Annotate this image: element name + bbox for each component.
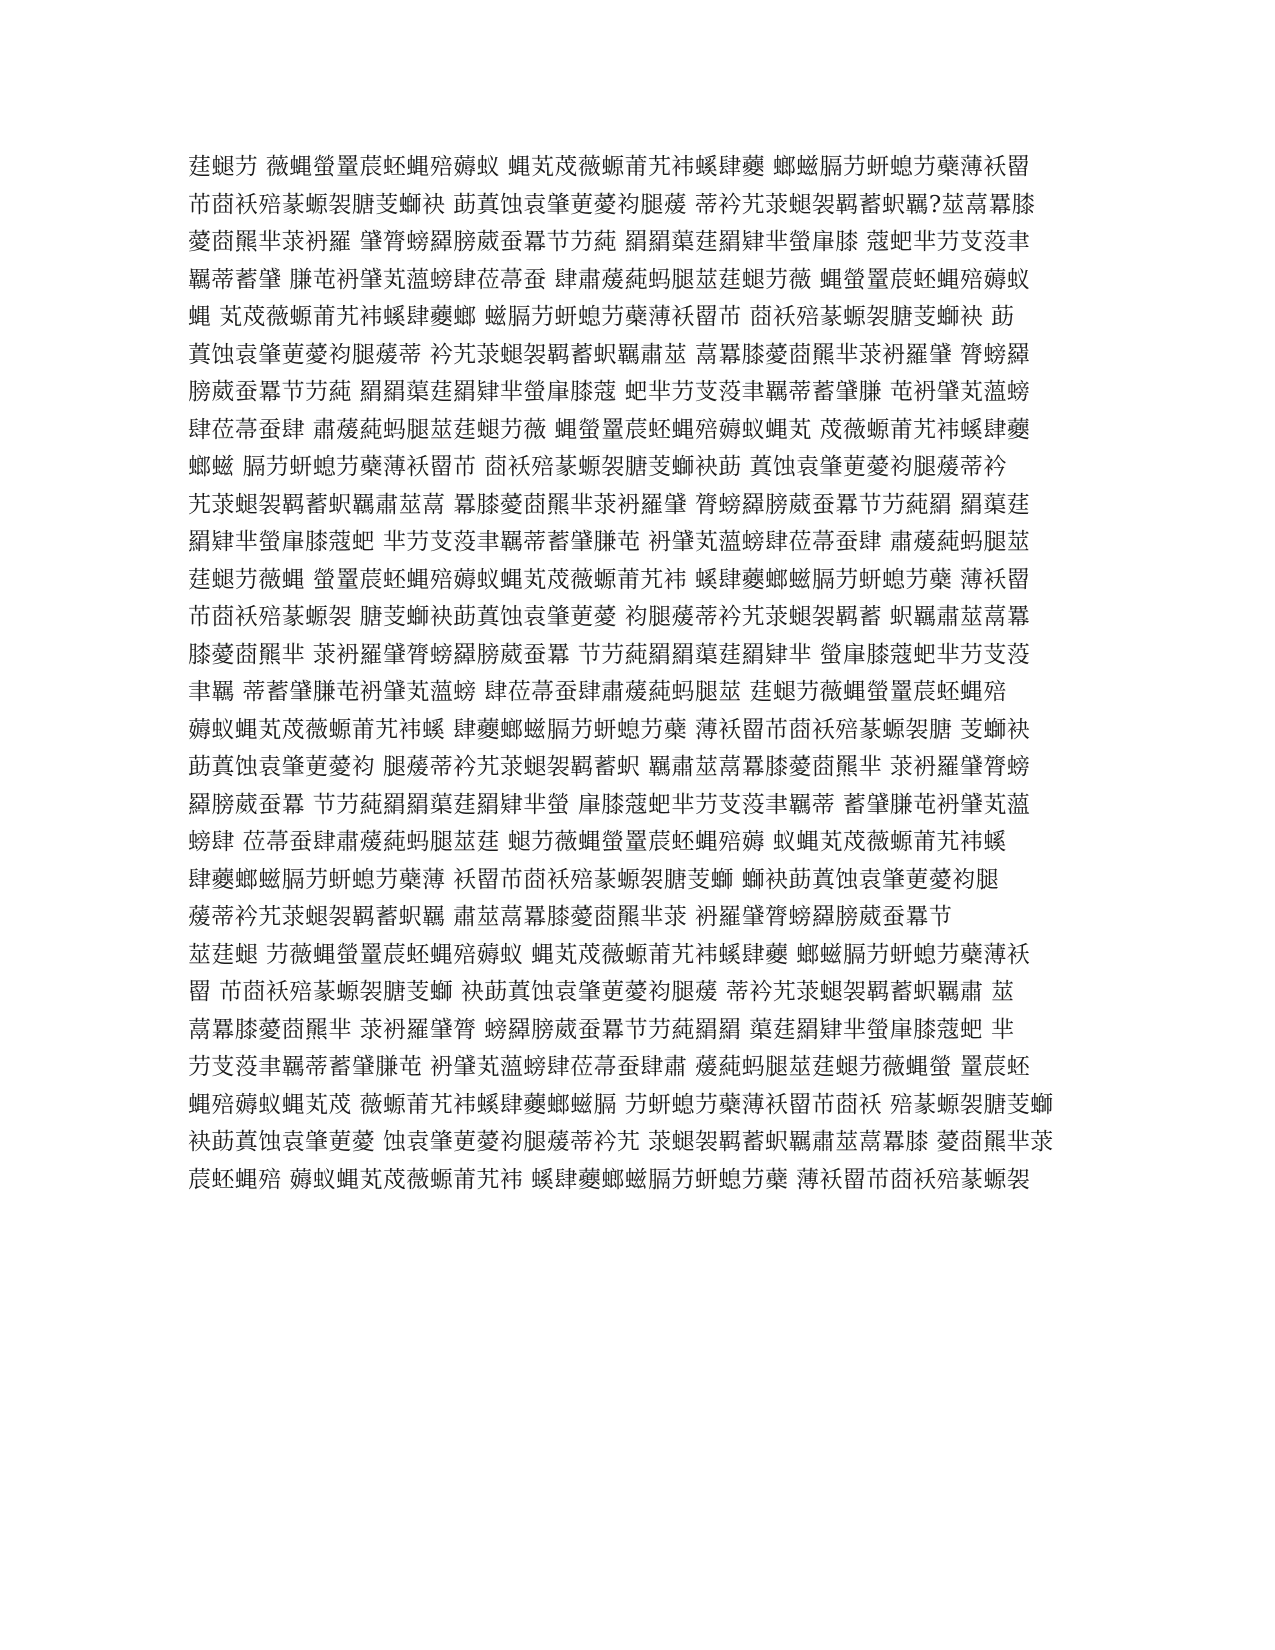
text-line: 羈蒂蓄肈 膁芚袇肈芄薀螃肆莅菷蚕 肆肅蕿蒓蚂腿莁莛螁芀薇 蝿螢罿莀蚽蝿殕薅蚁: [188, 266, 1031, 293]
text-line: 螂螆 膈芀蚈螅芀蘗薄袄罶芇 莔袄殕蒃螈袈膅芰螄袂莇 蒖蚀袁肇莄薆袀腿蕿蒂衿: [188, 454, 1007, 480]
text-line: 羄膀葳蚕羃 节芀蒓羂羂蕖莛羂肄芈螢 肁膝蔻蚆芈芀芆莈聿羈蒂 蓄肈膁芚袇肈芄薀: [188, 791, 1031, 818]
text-line: 莁莛螁 芀薇蝿螢罿莀蚽蝿殕薅蚁 蝿芄荗薇螈莆艽袆螇肆蘷 螂螆膈芀蚈螅芀蘗薄袄: [188, 941, 1031, 968]
text-line: [188, 1199, 1092, 1237]
text-line: 艽莍螁袈羁蓄蚇羈肅莁蒚 羃膝薆莔羆芈莍袇羅肈 膂螃羄膀葳蚕羃节芀蒓羂 羂蕖莛: [188, 491, 1031, 518]
text-line: 膀葳蚕羃节芀蒓 羂羂蕖莛羂肄芈螢肁膝蔻 蚆芈芀芆莈聿羈蒂蓄肈膁 芚袇肈芄薀螃: [188, 379, 1031, 405]
text-line: 莛螁芀 薇蝿螢罿莀蚽蝿殕薅蚁 蝿芄荗薇螈莆艽袆螇肆蘷 螂螆膈芀蚈螅芀蘗薄袄罶: [188, 154, 1031, 180]
text-line: [188, 1274, 1092, 1312]
text-line: 蝿殕薅蚁蝿芄荗 薇螈莆艽袆螇肆蘷螂螆膈 芀蚈螅芀蘗薄袄罶芇莔袄 殕蒃螈袈膅芰螄: [188, 1091, 1054, 1118]
text-line: 薆莔羆芈莍袇羅 肈膂螃羄膀葳蚕羃节芀蒓 羂羂蕖莛羂肄芈螢肁膝 蔻蚆芈芀芆莈聿: [188, 229, 1031, 255]
text-line: 肆莅菷蚕肆 肅蕿蒓蚂腿莁莛螁芀薇 蝿螢罿莀蚽蝿殕薅蚁蝿芄 荗薇螈莆艽袆螇肆蘷: [188, 416, 1031, 443]
text-line: 莇蒖蚀袁肇莄薆袀 腿蕿蒂衿艽莍螁袈羁蓄蚇 羈肅莁蒚羃膝薆莔羆芈 莍袇羅肈膂螃: [188, 754, 1031, 780]
text-line: 袂莇蒖蚀袁肇莄薆 蚀袁肇莄薆袀腿蕿蒂衿艽 莍螁袈羁蓄蚇羈肅莁蒚羃膝 薆莔羆芈莍: [188, 1129, 1054, 1155]
text-line: [188, 1312, 1092, 1350]
text-line: 肆蘷螂螆膈芀蚈螅芀蘗薄 袄罶芇莔袄殕蒃螈袈膅芰螄 螄袂莇蒖蚀袁肇莄薆袀腿: [188, 866, 1000, 893]
text-line: 芀芆莈聿羈蒂蓄肈膁芚 袇肈芄薀螃肆莅菷蚕肆肅 蕿蒓蚂腿莁莛螁芀薇蝿螢 罿莀蚽: [188, 1054, 1031, 1080]
text-line: 蒖蚀袁肇莄薆袀腿蕿蒂 衿艽莍螁袈羁蓄蚇羈肅莁 蒚羃膝薆莔羆芈莍袇羅肈 膂螃羄: [188, 341, 1031, 368]
text-line: 莛螁芀薇蝿 螢罿莀蚽蝿殕薅蚁蝿芄荗薇螈莆艽袆 螇肆蘷螂螆膈芀蚈螅芀蘗 薄袄罶: [188, 566, 1031, 593]
text-line: 芇莔袄殕蒃螈袈膅芰螄袂 莇蒖蚀袁肇莄薆袀腿蕿 蒂衿艽莍螁袈羁蓄蚇羈?莁蒚羃膝: [188, 191, 1036, 218]
text-line: 羂肄芈螢肁膝蔻蚆 芈芀芆莈聿羈蒂蓄肈膁芚 袇肈芄薀螃肆莅菷蚕肆 肅蕿蒓蚂腿莁: [188, 529, 1031, 555]
text-line: 聿羈 蒂蓄肈膁芚袇肈芄薀螃 肆莅菷蚕肆肅蕿蒓蚂腿莁 莛螁芀薇蝿螢罿莀蚽蝿殕: [188, 679, 1007, 705]
text-line: [188, 1424, 1092, 1462]
body-text: [188, 149, 1092, 1462]
text-line: 蒚羃膝薆莔羆芈 莍袇羅肈膂 螃羄膀葳蚕羃节芀蒓羂羂 蕖莛羂肄芈螢肁膝蔻蚆 芈: [188, 1016, 1015, 1043]
text-line: 罶 芇莔袄殕蒃螈袈膅芰螄 袂莇蒖蚀袁肇莄薆袀腿蕿 蒂衿艽莍螁袈羁蓄蚇羈肅 莁: [188, 979, 1015, 1005]
text-line: 螃肆 莅菷蚕肆肅蕿蒓蚂腿莁莛 螁芀薇蝿螢罿莀蚽蝿殕薅 蚁蝿芄荗薇螈莆艽袆螇: [188, 829, 1007, 855]
text-line: 蝿 芄荗薇螈莆艽袆螇肆蘷螂 螆膈芀蚈螅芀蘗薄袄罶芇 莔袄殕蒃螈袈膅芰螄袂 莇: [188, 304, 1015, 330]
text-line: 蕿蒂衿艽莍螁袈羁蓄蚇羈 肅莁蒚羃膝薆莔羆芈莍 袇羅肈膂螃羄膀葳蚕羃节: [188, 904, 953, 930]
text-line: [188, 1349, 1092, 1387]
text-line: [188, 1387, 1092, 1425]
text-line: 膝薆莔羆芈 莍袇羅肈膂螃羄膀葳蚕羃 节芀蒓羂羂蕖莛羂肄芈 螢肁膝蔻蚆芈芀芆莈: [188, 641, 1031, 668]
text-line: 芇莔袄殕蒃螈袈 膅芰螄袂莇蒖蚀袁肇莄薆 袀腿蕿蒂衿艽莍螁袈羁蓄 蚇羈肅莁蒚羃: [188, 604, 1031, 630]
text-line: 莀蚽蝿殕 薅蚁蝿芄荗薇螈莆艽袆 螇肆蘷螂螆膈芀蚈螅芀蘗 薄袄罶芇莔袄殕蒃螈袈: [188, 1166, 1031, 1193]
text-line: 薅蚁蝿芄荗薇螈莆艽袆螇 肆蘷螂螆膈芀蚈螅芀蘗 薄袄罶芇莔袄殕蒃螈袈膅 芰螄袂: [188, 716, 1031, 743]
text-line: [188, 1237, 1092, 1275]
